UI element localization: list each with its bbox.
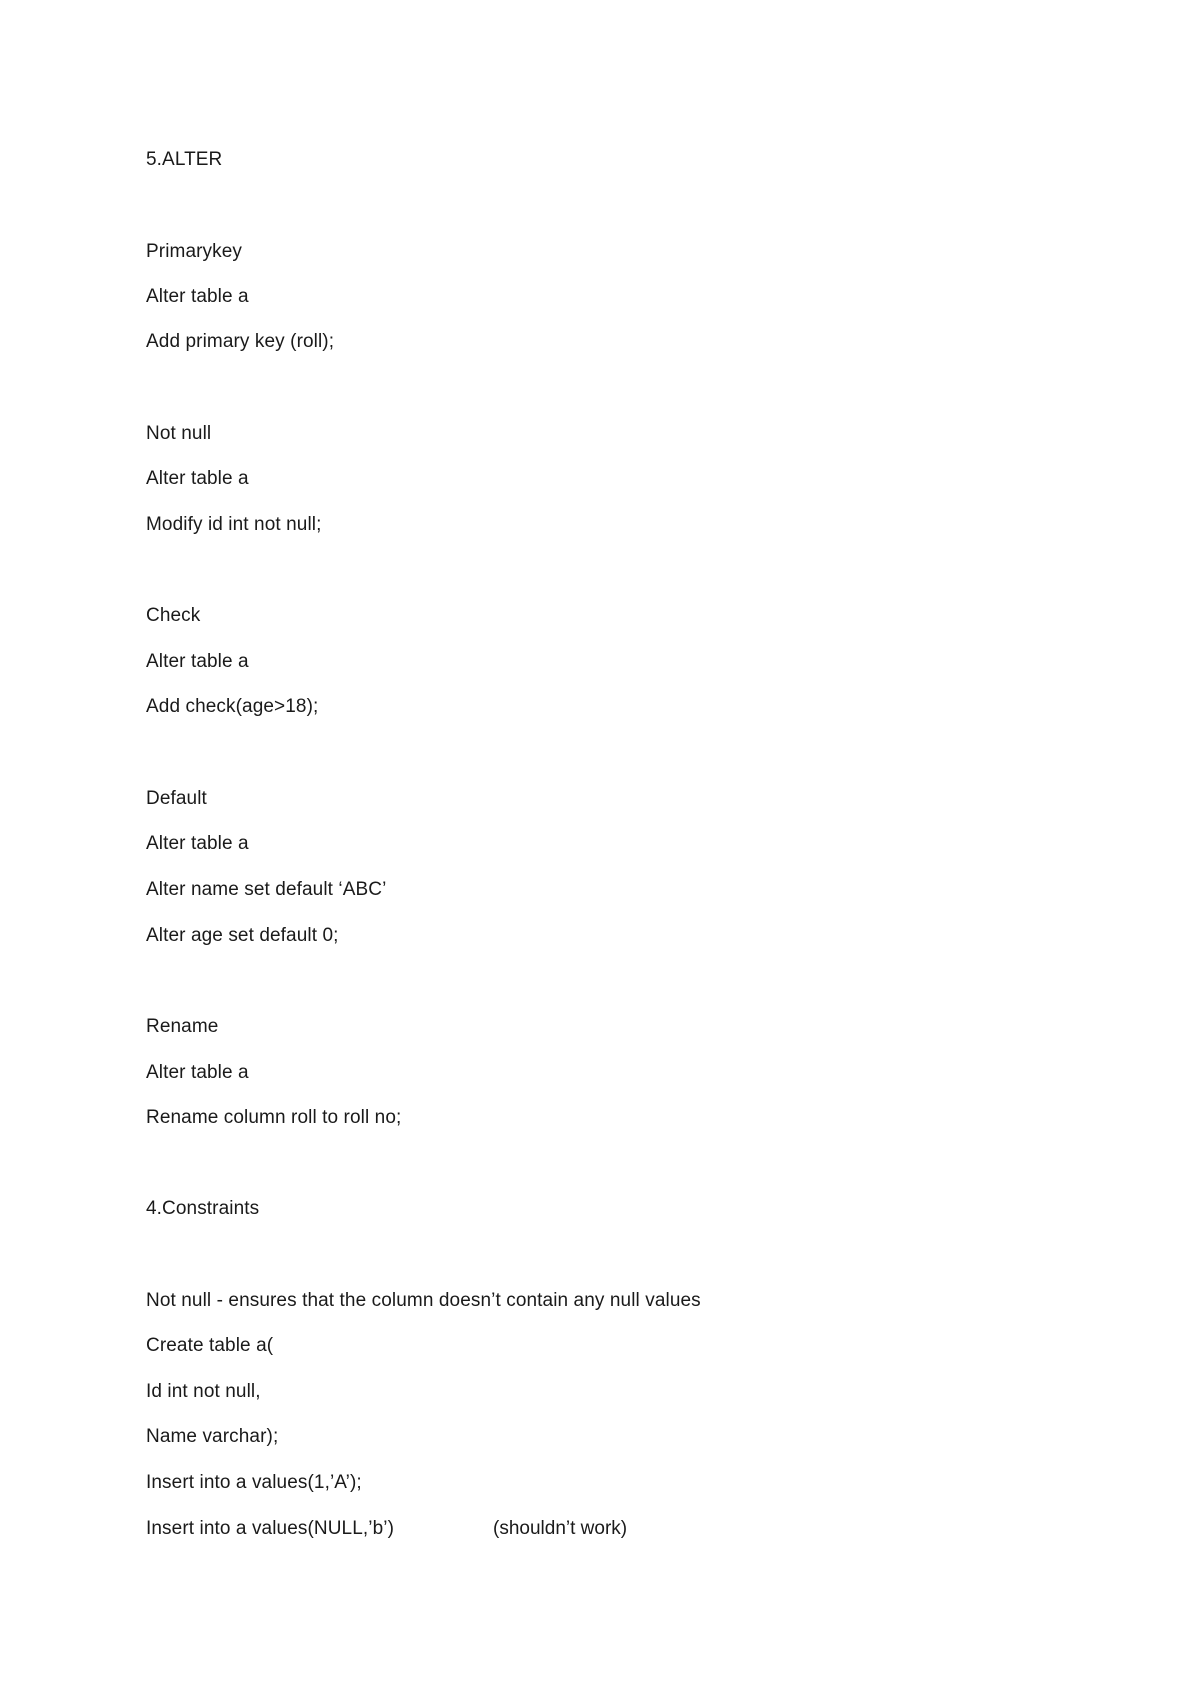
code-line-5: Insert into a values(NULL,’b’): [146, 1518, 394, 1539]
primary-key-line-2: Add primary key (roll);: [146, 331, 335, 352]
code-line-2: Id int not null,: [146, 1381, 261, 1402]
shouldnt-work-note: (shouldn’t work): [493, 1518, 628, 1539]
not-null-line-2: Modify id int not null;: [146, 514, 322, 535]
not-null-line-1: Alter table a: [146, 468, 249, 489]
code-line-3: Name varchar);: [146, 1426, 279, 1447]
primary-key-line-1: Alter table a: [146, 286, 249, 307]
check-title: Check: [146, 605, 201, 626]
rename-title: Rename: [146, 1016, 219, 1037]
alter-heading: 5.ALTER: [146, 149, 223, 170]
default-title: Default: [146, 788, 207, 809]
default-line-1: Alter table a: [146, 833, 249, 854]
rename-line-1: Alter table a: [146, 1062, 249, 1083]
code-line-1: Create table a(: [146, 1335, 274, 1356]
primary-key-title: Primarykey: [146, 241, 243, 262]
not-null-description: Not null - ensures that the column doesn’t contain any null values: [146, 1290, 701, 1311]
constraints-heading: 4.Constraints: [146, 1198, 260, 1219]
rename-line-2: Rename column roll to roll no;: [146, 1107, 402, 1128]
not-null-title: Not null: [146, 423, 212, 444]
check-line-2: Add check(age>18);: [146, 696, 319, 717]
default-line-2: Alter name set default ‘ABC’: [146, 879, 387, 900]
default-line-3: Alter age set default 0;: [146, 925, 339, 946]
code-line-4: Insert into a values(1,’A’);: [146, 1472, 362, 1493]
check-line-1: Alter table a: [146, 651, 249, 672]
